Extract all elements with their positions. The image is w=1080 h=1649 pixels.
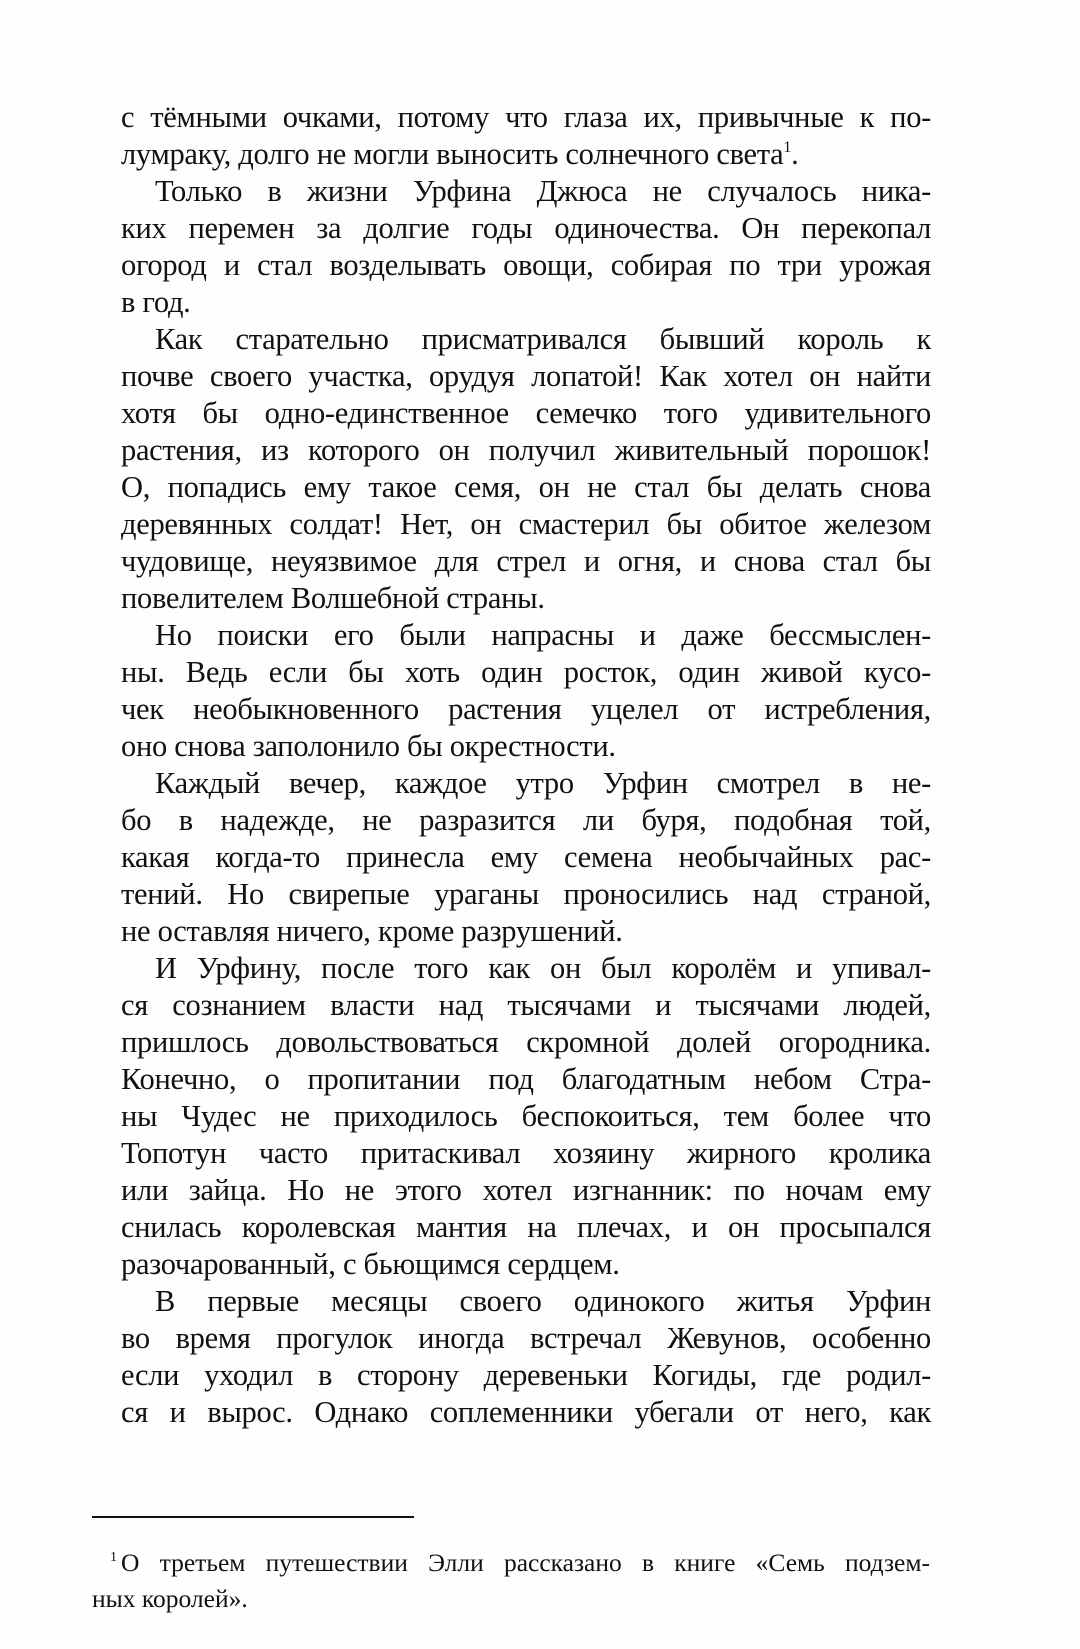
text-line: деревянных солдат! Нет, он смастерил бы обитое железом [121, 507, 931, 541]
text-line: не оставляя ничего, кроме разрушений. [121, 914, 623, 948]
text-line: если уходил в сторону деревеньки Когиды, где родил- [121, 1358, 931, 1392]
text-line: в год. [121, 285, 191, 319]
paragraph-first-line: Как старательно присматривался бывший король к [155, 322, 931, 356]
text-line: ся и вырос. Однако соплеменники убегали от него, как [121, 1395, 931, 1429]
text-line: чудовище, неуязвимое для стрел и огня, и снова стал бы [121, 544, 931, 578]
text-line: пришлось довольствоваться скромной долей огородника. [121, 1025, 931, 1059]
text-line: оно снова заполонило бы окрестности. [121, 729, 616, 763]
text-line: повелителем Волшебной страны. [121, 581, 545, 615]
text-line: почве своего участка, орудуя лопатой! Как хотел он найти [121, 359, 931, 393]
paragraph-first-line: И Урфину, после того как он был королём и упивал- [155, 951, 931, 985]
text-line: хотя бы одно-единственное семечко того удивительного [121, 396, 931, 430]
paragraph-first-line: Каждый вечер, каждое утро Урфин смотрел в не- [155, 766, 931, 800]
footnote-line [92, 1545, 930, 1581]
paragraph-first-line: В первые месяцы своего одинокого житья Урфин [155, 1284, 931, 1318]
text-line-punctuation: . [791, 137, 799, 171]
text-line [121, 136, 931, 173]
text-line: во время прогулок иногда встречал Жевунов, особенно [121, 1321, 931, 1355]
text-line: огород и стал возделывать овощи, собирая по три урожая [121, 248, 931, 282]
text-line: снилась королевская мантия на плечах, и он просыпался [121, 1210, 931, 1244]
footnote-divider [92, 1516, 414, 1518]
paragraph-first-line: Только в жизни Урфина Джюса не случалось ника- [155, 174, 931, 208]
text-line: или зайца. Но не этого хотел изгнанник: по ночам ему [121, 1173, 931, 1207]
text-line: ны Чудес не приходилось беспокоиться, тем более что [121, 1099, 931, 1133]
text-line: ны. Ведь если бы хоть один росток, один живой кусо- [121, 655, 931, 689]
text-line: ся сознанием власти над тысячами и тысячами людей, [121, 988, 931, 1022]
text-line: растения, из которого он получил живительный порошок! [121, 433, 931, 467]
text-line-content: лумраку, долго не могли выносить солнечного света [121, 137, 784, 171]
text-line: разочарованный, с бьющимся сердцем. [121, 1247, 620, 1281]
body-text [121, 99, 931, 1431]
footnote-text: О третьем путешествии Элли рассказано в книге «Семь подзем- [121, 1548, 930, 1577]
text-line: тений. Но свирепые ураганы проносились над страной, [121, 877, 931, 911]
footnote-marker: 1 [110, 1550, 117, 1565]
text-line: О, попадись ему такое семя, он не стал бы делать снова [121, 470, 931, 504]
text-line: ких перемен за долгие годы одиночества. Он перекопал [121, 211, 931, 245]
text-line: Конечно, о пропитании под благодатным небом Стра- [121, 1062, 931, 1096]
footnotes [92, 1545, 930, 1617]
text-line: с тёмными очками, потому что глаза их, привычные к по- [121, 100, 931, 134]
footnote-reference[interactable]: 1 [783, 139, 792, 156]
footnote-line: ных королей». [92, 1584, 248, 1613]
text-line: какая когда-то принесла ему семена необычайных рас- [121, 840, 931, 874]
text-line: бо в надежде, не разразится ли буря, подобная той, [121, 803, 931, 837]
text-line: Топотун часто притаскивал хозяину жирного кролика [121, 1136, 931, 1170]
paragraph-first-line: Но поиски его были напрасны и даже бессмыслен- [155, 618, 931, 652]
text-line: чек необыкновенного растения уцелел от истребления, [121, 692, 931, 726]
